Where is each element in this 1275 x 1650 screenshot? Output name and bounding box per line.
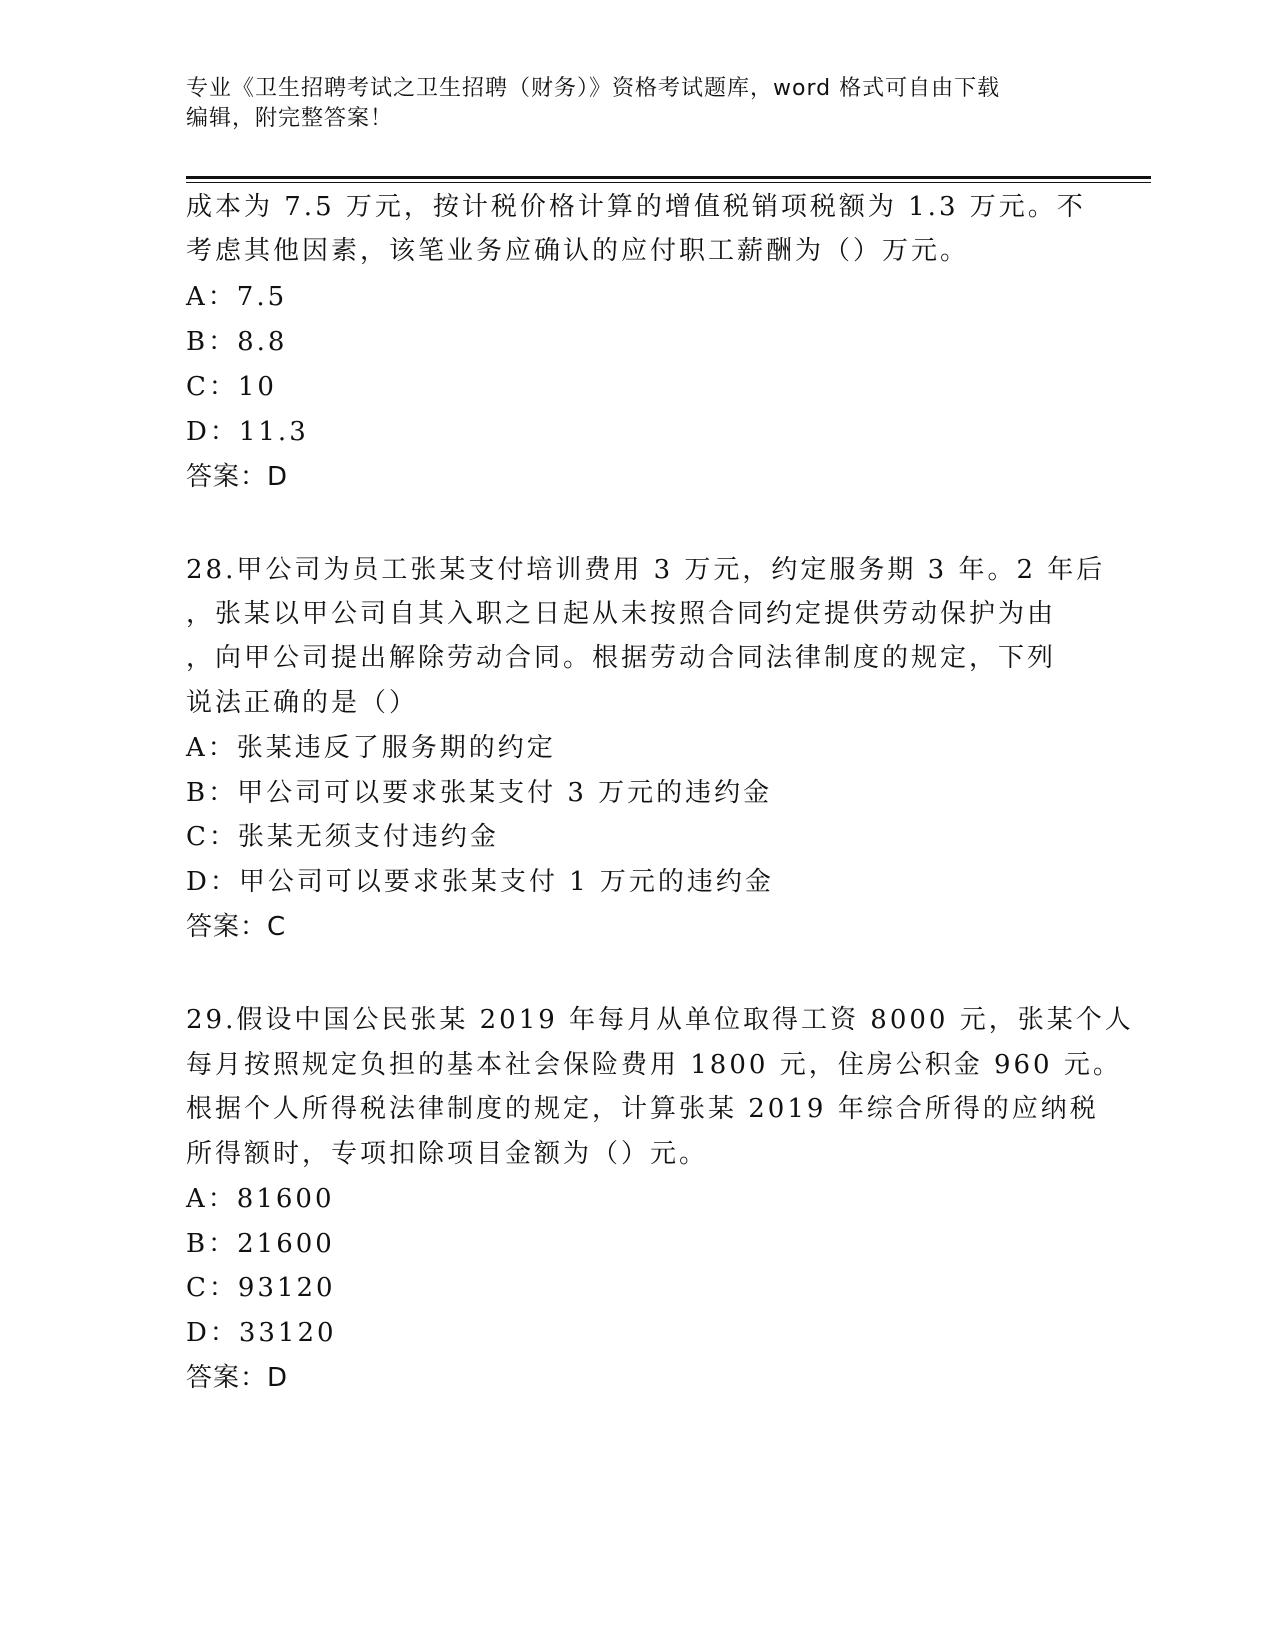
question-28-stem-line-3: ，向甲公司提出解除劳动合同。根据劳动合同法律制度的规定，下列 xyxy=(186,643,1057,673)
document-header xyxy=(186,74,1066,134)
question-29-option-a: A：81600 xyxy=(186,1184,335,1214)
question-1-option-b: B：8.8 xyxy=(186,327,288,357)
question-28-stem-line-1: 28.甲公司为员工张某支付培训费用 3 万元，约定服务期 3 年。2 年后 xyxy=(186,555,1106,585)
question-29-option-d: D：33120 xyxy=(186,1318,337,1348)
question-1-option-a: A：7.5 xyxy=(186,282,288,312)
question-1-option-d: D：11.3 xyxy=(186,417,309,447)
question-28-option-d: D：甲公司可以要求张某支付 1 万元的违约金 xyxy=(186,867,774,897)
question-29-stem-line-3: 根据个人所得税法律制度的规定，计算张某 2019 年综合所得的应纳税 xyxy=(186,1094,1099,1124)
question-1-stem-line-1: 成本为 7.5 万元，按计税价格计算的增值税销项税额为 1.3 万元。不 xyxy=(186,192,1086,222)
question-28-option-a: A：张某违反了服务期的约定 xyxy=(186,733,556,763)
question-28-option-c: C：张某无须支付违约金 xyxy=(186,822,499,852)
question-28-stem-line-2: ，张某以甲公司自其入职之日起从未按照合同约定提供劳动保护为由 xyxy=(186,599,1057,629)
question-29-stem-line-4: 所得额时，专项扣除项目金额为（）元。 xyxy=(186,1139,709,1169)
question-1-stem-line-2: 考虑其他因素，该笔业务应确认的应付职工薪酬为（）万元。 xyxy=(186,236,970,266)
header-line-2: 编辑，附完整答案！ xyxy=(186,106,394,131)
question-29-option-c: C：93120 xyxy=(186,1273,336,1303)
question-29-stem-line-1: 29.假设中国公民张某 2019 年每月从单位取得工资 8000 元，张某个人 xyxy=(186,1005,1134,1035)
header-line-1: 专业《卫生招聘考试之卫生招聘（财务）》资格考试题库，word 格式可自由下载 xyxy=(186,76,1001,101)
question-29-option-b: B：21600 xyxy=(186,1229,335,1259)
question-28-option-b: B：甲公司可以要求张某支付 3 万元的违约金 xyxy=(186,778,773,808)
question-1-option-c: C：10 xyxy=(186,372,277,402)
header-divider-thick xyxy=(186,176,1151,179)
question-28-answer: 答案：C xyxy=(186,912,287,942)
question-1-answer: 答案：D xyxy=(186,462,289,492)
header-divider-thin xyxy=(186,182,1151,183)
question-29-answer: 答案：D xyxy=(186,1363,289,1393)
question-28-stem-line-4: 说法正确的是（） xyxy=(186,688,419,718)
question-29-stem-line-2: 每月按照规定负担的基本社会保险费用 1800 元，住房公积金 960 元。 xyxy=(186,1050,1122,1080)
